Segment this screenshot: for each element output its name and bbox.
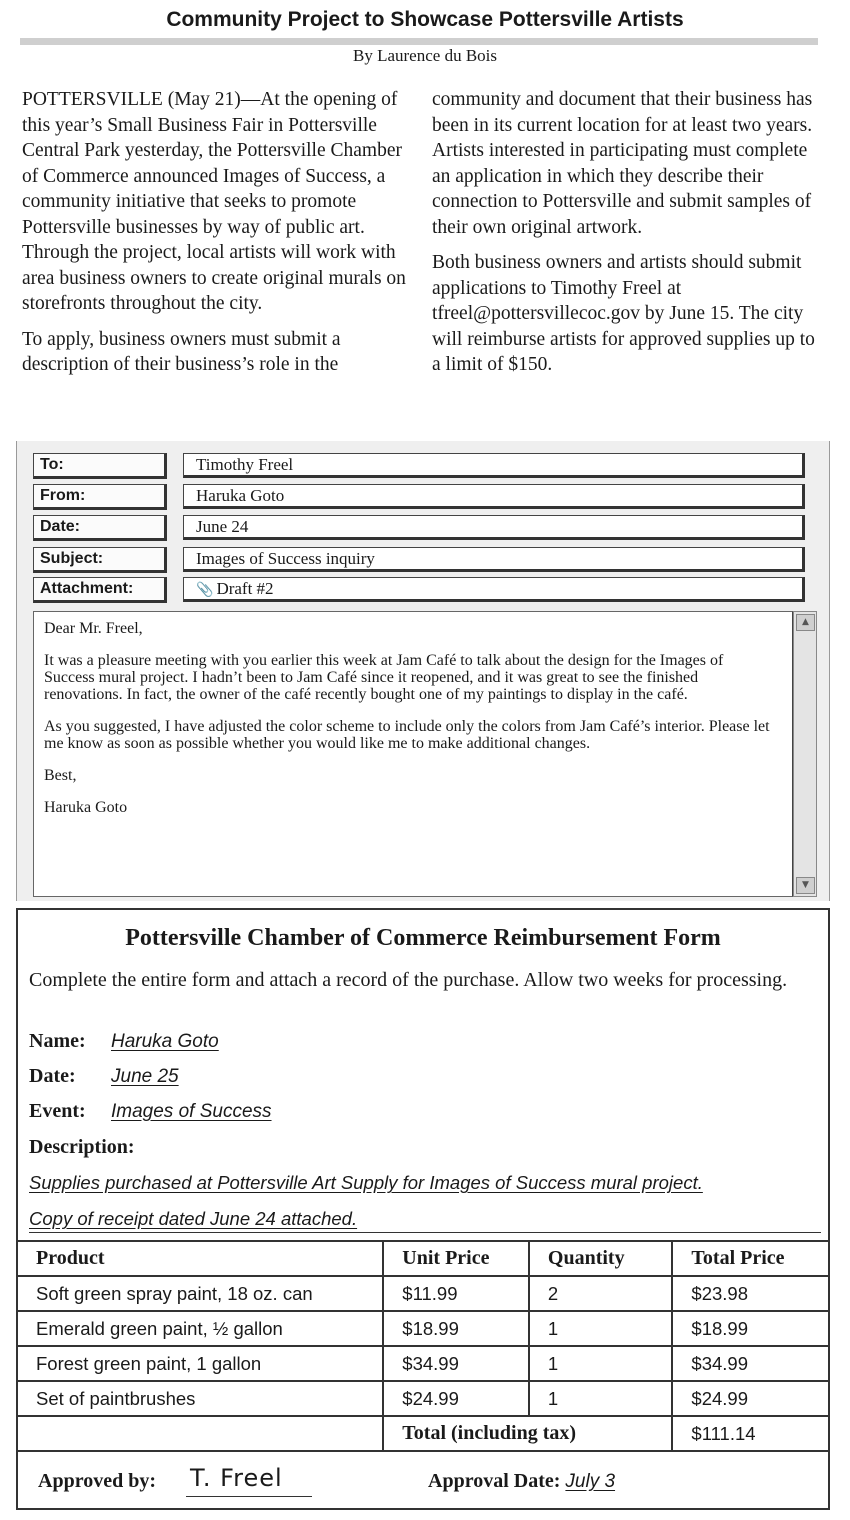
total-price-cell: $23.98 <box>672 1276 829 1311</box>
attachment-label: Attachment: <box>33 577 167 603</box>
quantity-cell: 2 <box>529 1276 673 1311</box>
subject-label: Subject: <box>33 547 167 573</box>
scroll-down-icon[interactable]: ▼ <box>796 877 815 894</box>
to-field[interactable]: Timothy Freel <box>183 453 805 478</box>
table-total-row <box>17 1416 829 1451</box>
name-value[interactable]: Haruka Goto <box>111 1031 219 1052</box>
product-cell: Set of paintbrushes <box>17 1381 383 1416</box>
table-row <box>17 1276 829 1311</box>
name-label: Name: <box>29 1030 86 1052</box>
reimbursement-form <box>16 908 830 1510</box>
approval-date-value: July 3 <box>565 1471 616 1492</box>
product-cell: Soft green spray paint, 18 oz. can <box>17 1276 383 1311</box>
total-price-cell: $24.99 <box>672 1381 829 1416</box>
attachment-field[interactable] <box>183 577 805 602</box>
description-label: Description: <box>29 1136 135 1158</box>
article-paragraph: community and document that their business has been in its current location for at least two years. Artists interested in participating must complete an application in which they describe their connection to Pottersville and submit samples of their own original artwork. <box>432 89 813 238</box>
column-header: Unit Price <box>383 1241 529 1276</box>
quantity-cell: 1 <box>529 1381 673 1416</box>
email-closing: Best, <box>44 767 77 784</box>
product-cell: Forest green paint, 1 gallon <box>17 1346 383 1381</box>
email-header-attachment <box>33 577 823 601</box>
approval-date-row <box>428 1470 615 1493</box>
product-cell: Emerald green paint, ½ gallon <box>17 1311 383 1346</box>
unit-price-cell: $18.99 <box>383 1311 529 1346</box>
email-header-subject <box>33 547 823 571</box>
email-salutation: Dear Mr. Freel, <box>44 620 143 637</box>
email-body[interactable] <box>33 611 794 897</box>
email-signature: Haruka Goto <box>44 799 128 816</box>
subject-field[interactable]: Images of Success inquiry <box>183 547 805 572</box>
table-row <box>17 1381 829 1416</box>
article-title: Community Project to Showcase Pottersville Artists <box>166 8 684 31</box>
total-label: Total (including tax) <box>383 1416 672 1451</box>
total-price-cell: $18.99 <box>672 1311 829 1346</box>
email-header-to <box>33 453 823 477</box>
from-field[interactable]: Haruka Goto <box>183 484 805 509</box>
column-header: Product <box>17 1241 383 1276</box>
event-row <box>29 1100 272 1123</box>
date-field[interactable]: June 24 <box>183 515 805 540</box>
article-byline: By Laurence du Bois <box>353 46 497 65</box>
email-header-from <box>33 484 823 508</box>
total-value: $111.14 <box>672 1416 829 1451</box>
news-article <box>0 0 850 438</box>
form-date-label: Date: <box>29 1065 76 1087</box>
column-header: Quantity <box>529 1241 673 1276</box>
title-rule <box>20 38 818 45</box>
description-line-2[interactable]: Copy of receipt dated June 24 attached. <box>29 1208 358 1229</box>
date-row <box>29 1065 179 1088</box>
scroll-up-icon[interactable]: ▲ <box>796 614 815 631</box>
email-window <box>16 441 830 901</box>
column-header: Total Price <box>672 1241 829 1276</box>
unit-price-cell: $11.99 <box>383 1276 529 1311</box>
form-instructions: Complete the entire form and attach a record of the purchase. Allow two weeks for processing. <box>29 969 788 991</box>
quantity-cell: 1 <box>529 1311 673 1346</box>
paperclip-icon: 📎 <box>196 582 214 598</box>
unit-price-cell: $24.99 <box>383 1381 529 1416</box>
date-label: Date: <box>33 515 167 541</box>
article-paragraph: Both business owners and artists should submit applications to Timothy Freel at tfreel@pottersvillecoc.gov by June 15. The city will reimburse artists for approved supplies up to a limit of $150. <box>432 252 815 375</box>
signature-line <box>186 1496 312 1497</box>
article-paragraph: To apply, business owners must submit a description of their business’s role in the <box>22 328 341 375</box>
email-paragraph: It was a pleasure meeting with you earlier this week at Jam Café to talk about the design for the Images of Success mural project. I hadn’t been to Jam Café since it reopened, and it was great to see the finished renovations. In fact, the owner of the café recently bought one of my paintings to display in the café. <box>44 652 724 703</box>
approved-by-label: Approved by: <box>38 1470 156 1492</box>
description-rule <box>29 1232 821 1233</box>
total-price-cell: $34.99 <box>672 1346 829 1381</box>
products-table <box>16 1240 830 1452</box>
from-label: From: <box>33 484 167 510</box>
article-column-left <box>22 87 410 388</box>
article-column-right <box>432 87 824 388</box>
description-line-1[interactable]: Supplies purchased at Pottersville Art Supply for Images of Success mural project. <box>29 1172 703 1193</box>
form-date-value[interactable]: June 25 <box>111 1066 179 1087</box>
attachment-name: Draft #2 <box>216 579 274 598</box>
event-value[interactable]: Images of Success <box>111 1101 272 1122</box>
approval-date-label: Approval Date: <box>428 1470 561 1492</box>
table-header-row <box>17 1241 829 1276</box>
approved-by-row <box>38 1464 283 1493</box>
event-label: Event: <box>29 1100 86 1122</box>
to-label: To: <box>33 453 167 479</box>
approver-signature: T. Freel <box>190 1464 283 1492</box>
name-row <box>29 1030 219 1053</box>
article-paragraph: POTTERSVILLE (May 21)—At the opening of this year’s Small Business Fair in Pottersville Central Park yesterday, the Pottersville Chamber of Commerce announced Images of Success, a community initiative that seeks to promote Pottersville businesses by way of public art. Through the project, local artists will work with area business owners to create original murals on storefronts throughout the city. <box>22 89 406 314</box>
unit-price-cell: $34.99 <box>383 1346 529 1381</box>
empty-cell <box>17 1416 383 1451</box>
email-scrollbar[interactable] <box>793 611 817 897</box>
email-header-date <box>33 515 823 539</box>
quantity-cell: 1 <box>529 1346 673 1381</box>
form-title: Pottersville Chamber of Commerce Reimbursement Form <box>125 925 721 951</box>
email-paragraph: As you suggested, I have adjusted the color scheme to include only the colors from Jam Café’s interior. Please let me know as soon as possible whether you would like me to make additional changes. <box>44 718 770 752</box>
table-row <box>17 1346 829 1381</box>
table-row <box>17 1311 829 1346</box>
email-body-text <box>44 620 774 831</box>
